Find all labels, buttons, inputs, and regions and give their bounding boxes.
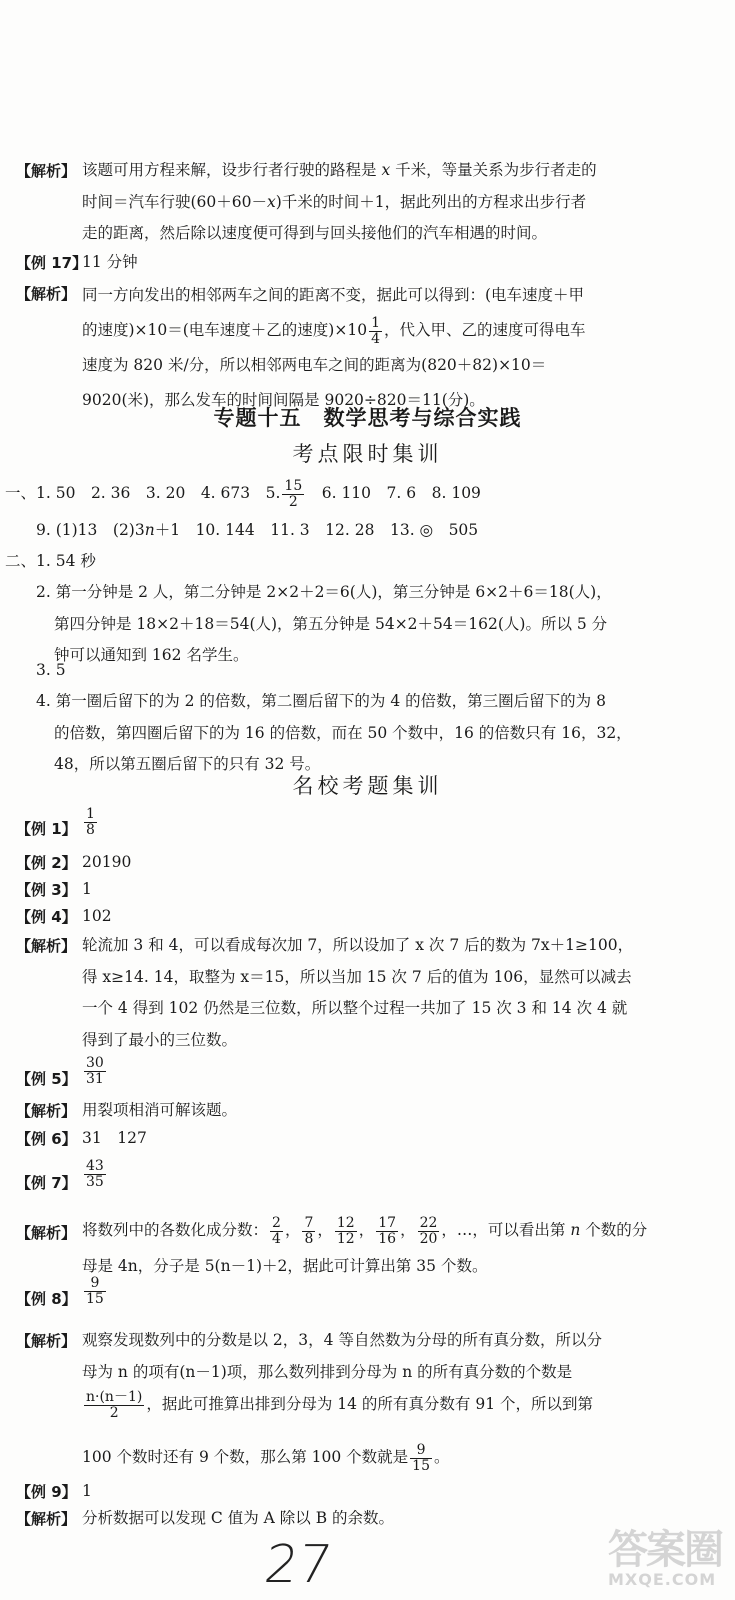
watermark-logo: 答案圈 MXQE.COM — [608, 1527, 722, 1589]
analysis-tag: 【解析】 — [16, 1224, 77, 1242]
example-7-tag: 【例 7】 — [16, 1174, 77, 1192]
example-5-answer: $\frac{30}{31}$ — [86, 1054, 104, 1087]
example-4-answer: 102 — [82, 907, 112, 925]
example-1-tag: 【例 1】 — [16, 820, 77, 838]
example-5-tag: 【例 5】 — [16, 1070, 77, 1088]
example-2-tag: 【例 2】 — [16, 854, 77, 872]
answer-4: 4. 第一圈后留下的为 2 的倍数，第二圈后留下的为 4 的倍数，第三圈后留下的为 8 的倍数，第四圈后留下的为 16 的倍数，而在 50 个数中，16 的倍数只有 16，32， 48，所以第五圈后留下的只有 32 号。 — [36, 692, 632, 773]
example-9-answer: 1 — [82, 1482, 92, 1500]
example-7-answer: $\frac{43}{35}$ — [86, 1157, 104, 1190]
analysis-tag: 【解析】 — [16, 1510, 77, 1528]
analysis-text: 将数列中的各数化成分数： $\frac{2}{4}$ ， $\frac{7}{8}$ ， $\frac{12}{12}$ ， $\frac{17}{16}$ ， $\frac{22}{20}$ ，…，可以看出第 n 个数的分 母是 4n，分子是 5(n－1)＋2，据此可计算出第 35 个数。 — [82, 1214, 648, 1275]
mixed-fraction: $\frac{1}{4}$ — [371, 314, 380, 347]
example-1-answer: $\frac{1}{8}$ — [86, 805, 95, 838]
example-17-answer: 11 分钟 — [82, 253, 138, 271]
page-number: 27 — [260, 1535, 336, 1595]
analysis-text-cont: $\frac{n\cdot(n-1)}{2}$ ，据此可推算出排到分母为 14 的所有真分数有 91 个，所以到第 — [86, 1388, 593, 1421]
example-4-tag: 【例 4】 — [16, 908, 77, 926]
example-3-answer: 1 — [82, 880, 92, 898]
analysis-tag: 【解析】 — [16, 1332, 77, 1350]
chapter-title: 专题十五 数学思考与综合实践 — [213, 406, 522, 430]
analysis-text: 观察发现数列中的分数是以 2，3，4 等自然数为分母的所有真分数，所以分 母为 n 的项有(n－1)项，那么数列排到分母为 n 的所有真分数的个数是 — [82, 1331, 602, 1381]
example-6-tag: 【例 6】 — [16, 1130, 77, 1148]
fraction: $\frac{15}{2}$ — [284, 477, 303, 510]
analysis-text: 该题可用方程来解，设步行者行驶的路程是 x 千米，等量关系为步行者走的 时间＝汽车行驶(60＋60－x)千米的时间＋1，据此列出的方程求出步行者 走的距离，然后除以速度便可得到与回头接他们的汽车相遇的时间。 — [82, 161, 597, 242]
analysis-tag: 【解析】 — [16, 285, 77, 303]
answers-part-1: 一、1. 50 2. 36 3. 20 4. 673 5. $\frac{15}{2}$ 6. 110 7. 6 8. 109 — [5, 477, 481, 510]
example-17-tag: 【例 17】 — [16, 254, 88, 272]
example-9-tag: 【例 9】 — [16, 1483, 77, 1501]
analysis-text: 轮流加 3 和 4，可以看成每次加 7，所以设加了 x 次 7 后的数为 7x＋1≥100， 得 x≥14. 14，取整为 x＝15，所以当加 15 次 7 后的值为 106，显然可以减去 一个 4 得到 102 仍然是三位数，所以整个过程一共加了 15 次 3 和 14 次 4 就 得到了最小的三位数。 — [82, 936, 634, 1049]
analysis-tag: 【解析】 — [16, 937, 77, 955]
answers-part-2: 二、1. 54 秒 — [5, 552, 96, 570]
answer-2: 2. 第一分钟是 2 人，第二分钟是 2×2＋2＝6(人)，第三分钟是 6×2＋6＝18(人)， 第四分钟是 18×2＋18＝54(人)，第五分钟是 54×2＋54＝162(人)。所以 5 分 钟可以通知到 162 名学生。 — [36, 583, 612, 664]
analysis-text: 用裂项相消可解该题。 — [82, 1101, 238, 1119]
example-8-answer: $\frac{9}{15}$ — [86, 1274, 104, 1307]
section-title: 名校考题集训 — [292, 774, 443, 798]
example-8-tag: 【例 8】 — [16, 1290, 77, 1308]
section-title: 考点限时集训 — [292, 442, 443, 466]
answers-part-1-cont: 9. (1)13 (2)3n＋1 10. 144 11. 3 12. 28 13. ◎ 505 — [36, 521, 479, 539]
example-3-tag: 【例 3】 — [16, 881, 77, 899]
analysis-tag: 【解析】 — [16, 162, 77, 180]
analysis-text: 同一方向发出的相邻两车之间的距离不变，据此可以得到：(电车速度＋甲 的速度)×10＝(电车速度＋乙的速度)×10 $\frac{1}{4}$ ，代入甲、乙的速度可得电车 速度为 820 米/分，所以相邻两电车之间的距离为(820＋82)×10＝ 9020(米)，那么发车的时间间隔是 9020÷820＝11(分)。 — [82, 286, 586, 409]
example-2-answer: 20190 — [82, 853, 132, 871]
analysis-text: 分析数据可以发现 C 值为 A 除以 B 的余数。 — [82, 1509, 395, 1527]
example-6-answer: 31 127 — [82, 1129, 147, 1147]
analysis-text-cont: 100 个数时还有 9 个数，那么第 100 个数就是 $\frac{9}{15}$ 。 — [82, 1441, 450, 1474]
analysis-tag: 【解析】 — [16, 1102, 77, 1120]
answer-3: 3. 5 — [36, 661, 66, 679]
